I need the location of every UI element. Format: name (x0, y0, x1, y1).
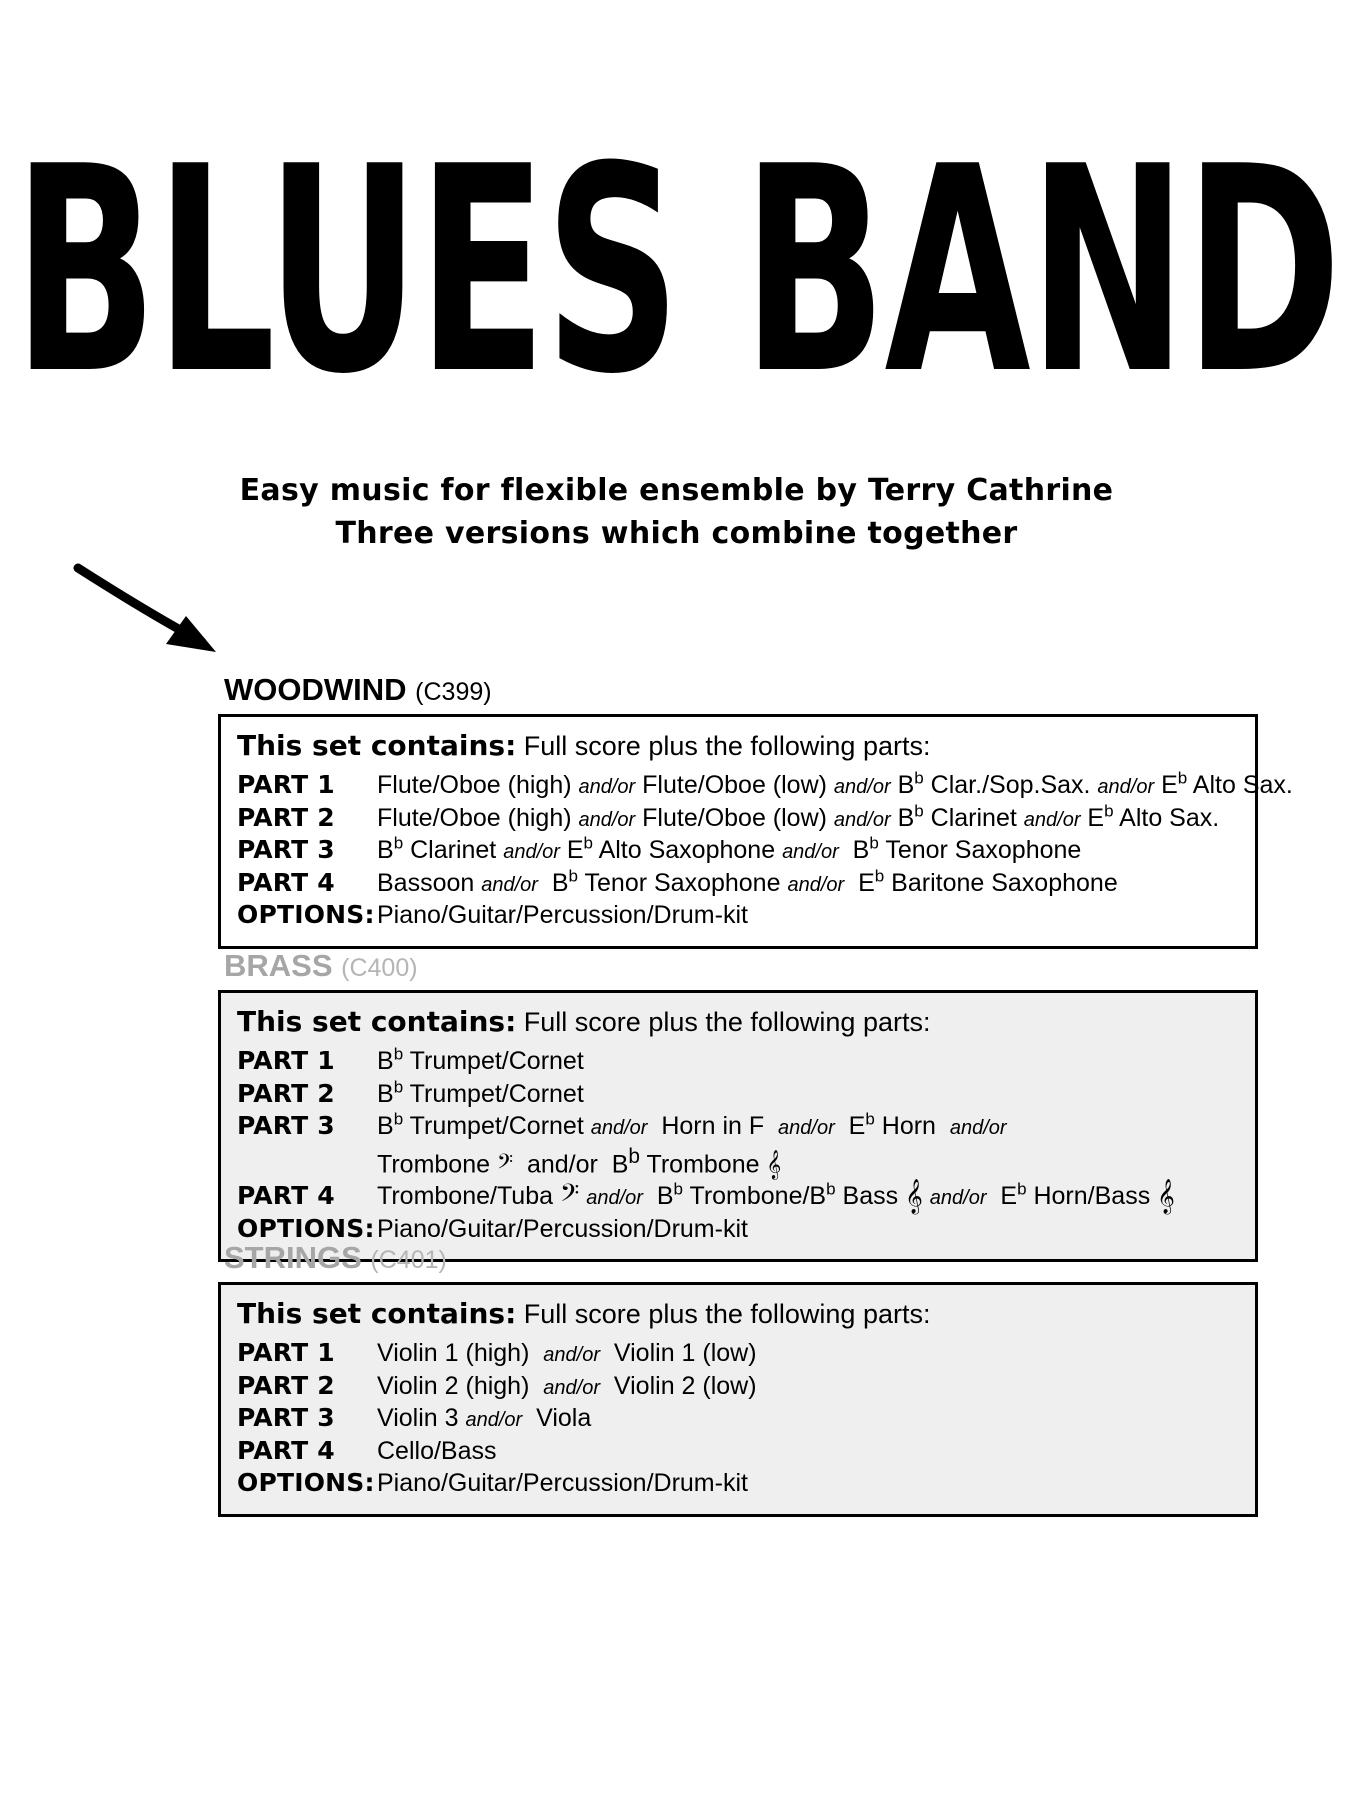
panel-brass (218, 990, 1258, 1262)
part-value: $B^b$ Trumpet/Cornet (377, 1077, 584, 1108)
section-code: (C401) (370, 1246, 447, 1274)
part-row (237, 1045, 1239, 1078)
part-row (237, 1337, 1239, 1370)
part-label: PART 2 (237, 1370, 335, 1400)
part-row (237, 1078, 1239, 1111)
contains-rest: Full score plus the following parts: (516, 1007, 931, 1037)
contains-line (237, 1297, 1239, 1330)
pointer-arrow-icon (70, 560, 240, 680)
contains-rest: Full score plus the following parts: (516, 1299, 931, 1329)
part-label: PART 1 (237, 1338, 335, 1367)
part-row (237, 1110, 1239, 1143)
part-row (237, 1435, 1239, 1468)
part-label: PART 3 (237, 1403, 335, 1432)
part-label: PART 2 (237, 802, 335, 832)
contains-label: This set contains: (237, 1297, 517, 1330)
section-code: (C399) (415, 678, 492, 706)
contains-line (237, 729, 1239, 762)
part-label: PART 2 (237, 1078, 335, 1108)
part-value: Cello/Bass (377, 1436, 497, 1465)
title-block (0, 105, 1353, 437)
contains-line (237, 1005, 1239, 1038)
section-name: STRINGS (224, 1240, 362, 1275)
panel-woodwind (218, 714, 1293, 949)
section-strings (218, 1240, 1258, 1517)
subtitle-block (0, 470, 1353, 555)
part-value: Flute/Oboe (high) and/or Flute/Oboe (low) and/or $B^b$ Clar./Sop.Sax. and/or $E^b$ Alto Sax. (377, 768, 1293, 799)
section-code: (C400) (341, 954, 418, 982)
part-row (237, 1180, 1239, 1213)
part-label: PART 4 (237, 1435, 335, 1465)
part-value: $B^b$ Trumpet/Cornet (377, 1044, 584, 1075)
part-value-continuation: Trombone 𝄢 and/or $B^b$ Trombone 𝄞 (377, 1144, 782, 1178)
part-value: $B^b$ Clarinet and/or $E^b$ Alto Saxophone and/or $B^b$ Tenor Saxophone (377, 833, 1082, 864)
part-row (237, 867, 1239, 900)
part-label: PART 3 (237, 835, 335, 864)
section-heading-strings (224, 1240, 1258, 1276)
section-name: WOODWIND (224, 672, 407, 707)
section-name: BRASS (224, 948, 333, 983)
part-row (237, 1402, 1239, 1435)
options-value: Piano/Guitar/Percussion/Drum-kit (377, 1469, 748, 1497)
part-row (237, 802, 1239, 835)
options-label: OPTIONS: (237, 900, 375, 929)
subtitle-line-1: Easy music for flexible ensemble by Terry Cathrine (239, 473, 1114, 508)
part-row (237, 834, 1239, 867)
part-label: PART 3 (237, 1111, 335, 1140)
contains-label: This set contains: (237, 729, 517, 762)
part-row (237, 768, 1293, 802)
part-value: Flute/Oboe (high) and/or Flute/Oboe (low) and/or $B^b$ Clarinet and/or $E^b$ Alto Sax. (377, 801, 1220, 832)
part-value: Violin 2 (high) and/or Violin 2 (low) (377, 1371, 757, 1400)
section-heading-woodwind (224, 672, 1258, 708)
part-label: PART 1 (237, 770, 335, 799)
part-value: Violin 3 and/or Viola (377, 1404, 592, 1432)
section-woodwind (218, 672, 1293, 949)
options-label: OPTIONS: (237, 1468, 375, 1497)
panel-strings (218, 1282, 1258, 1517)
page-title: BLUES BAND (13, 105, 1340, 437)
contains-label: This set contains: (237, 1005, 517, 1038)
part-row (237, 1370, 1239, 1403)
options-label: OPTIONS: (237, 1213, 375, 1243)
options-row (237, 1467, 1239, 1500)
section-brass (218, 948, 1258, 1262)
part-value: Trombone/Tuba 𝄢 and/or $B^b$ Trombone/$B^b$ Bass 𝄞 and/or $E^b$ Horn/Bass 𝄞 (377, 1180, 1175, 1214)
options-value: Piano/Guitar/Percussion/Drum-kit (377, 901, 748, 929)
section-heading-brass (224, 948, 1258, 984)
options-row (237, 899, 1239, 932)
contains-rest: Full score plus the following parts: (516, 731, 931, 761)
part-value: $B^b$ Trumpet/Cornet and/or Horn in F and/or $E^b$ Horn and/or (377, 1109, 1007, 1140)
options-value: Piano/Guitar/Percussion/Drum-kit (377, 1214, 748, 1243)
part-label: PART 4 (237, 867, 335, 897)
part-value: Violin 1 (high) and/or Violin 1 (low) (377, 1339, 757, 1367)
subtitle-line-2: Three versions which combine together (335, 515, 1018, 551)
part-label: PART 4 (237, 1181, 335, 1211)
part-value: Bassoon and/or $B^b$ Tenor Saxophone and/or $E^b$ Baritone Saxophone (377, 866, 1118, 897)
part-label: PART 1 (237, 1046, 335, 1075)
